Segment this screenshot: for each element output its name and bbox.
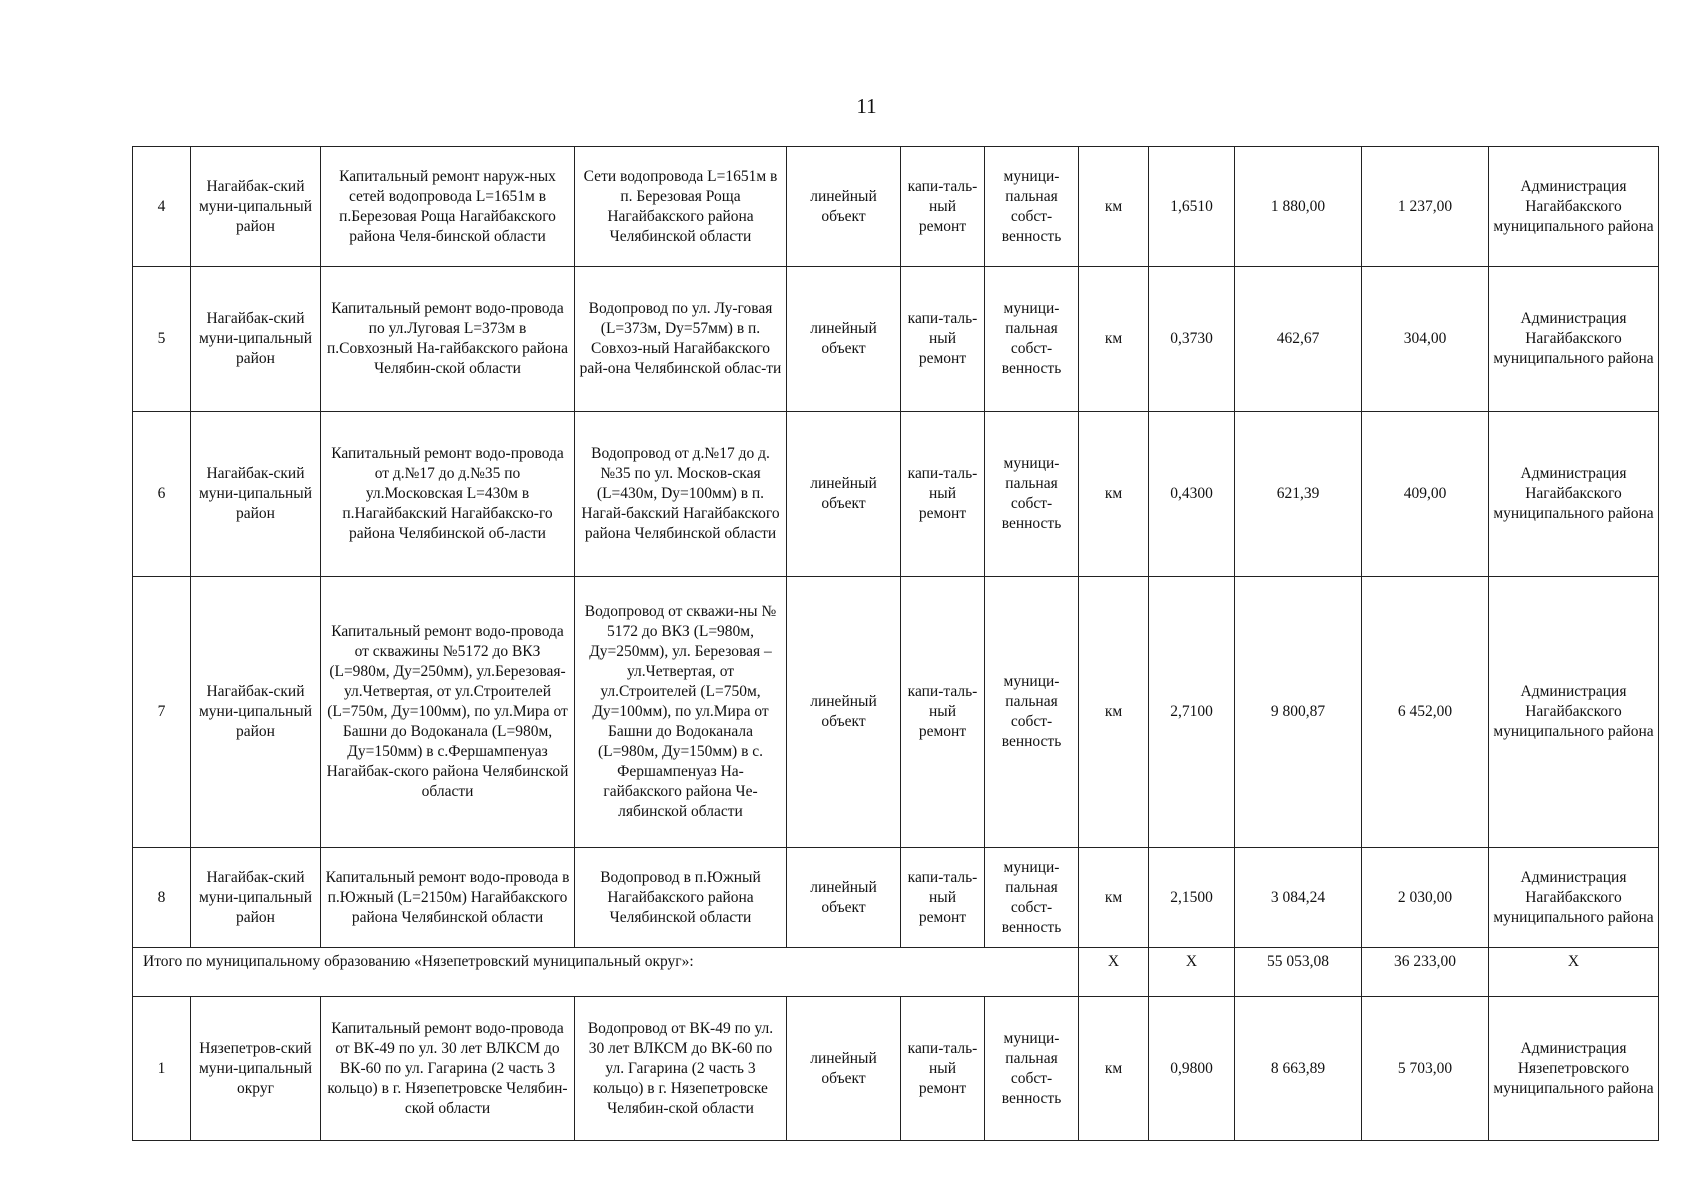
row-number: 5 — [133, 267, 191, 412]
cost-budget-cell: 6 452,00 — [1362, 577, 1489, 848]
cost-budget-cell: 2 030,00 — [1362, 848, 1489, 948]
customer-cell: Администрация Нагайбакского муниципального района — [1489, 412, 1659, 577]
unit-cell: км — [1079, 412, 1149, 577]
work-description-cell: Капитальный ремонт водо-провода в п.Южный (L=2150м) Нагайбакского района Челябинской области — [321, 848, 575, 948]
object-type-cell: линейный объект — [787, 147, 901, 267]
work-type-cell: капи-таль-ный ремонт — [901, 997, 985, 1141]
work-type-cell: капи-таль-ный ремонт — [901, 412, 985, 577]
table-row — [133, 577, 1659, 848]
work-type-cell: капи-таль-ный ремонт — [901, 848, 985, 948]
customer-cell: Администрация Нагайбакского муниципального района — [1489, 267, 1659, 412]
page-number: 11 — [856, 94, 877, 118]
municipality-cell: Нагайбак-ский муни-ципальный район — [191, 412, 321, 577]
object-type-cell: линейный объект — [787, 412, 901, 577]
customer-cell: Администрация Нагайбакского муниципального района — [1489, 147, 1659, 267]
length-cell: 0,3730 — [1149, 267, 1235, 412]
table-row — [133, 267, 1659, 412]
customer-cell: Администрация Нагайбакского муниципального района — [1489, 577, 1659, 848]
cost-total-cell: 1 880,00 — [1235, 147, 1362, 267]
object-type-cell: линейный объект — [787, 848, 901, 948]
table-row — [133, 147, 1659, 267]
cost-budget-cell: 5 703,00 — [1362, 997, 1489, 1141]
length-cell: 2,7100 — [1149, 577, 1235, 848]
length-cell: 1,6510 — [1149, 147, 1235, 267]
object-type-cell: линейный объект — [787, 267, 901, 412]
unit-cell: км — [1079, 848, 1149, 948]
total-cost-total-cell: 55 053,08 — [1235, 948, 1362, 997]
customer-cell: Администрация Нагайбакского муниципального района — [1489, 848, 1659, 948]
work-type-cell: капи-таль-ный ремонт — [901, 147, 985, 267]
row-number: 7 — [133, 577, 191, 848]
cost-budget-cell: 409,00 — [1362, 412, 1489, 577]
unit-cell: км — [1079, 147, 1149, 267]
cost-total-cell: 621,39 — [1235, 412, 1362, 577]
length-cell: 0,4300 — [1149, 412, 1235, 577]
municipality-cell: Нагайбак-ский муни-ципальный район — [191, 267, 321, 412]
cost-total-cell: 462,67 — [1235, 267, 1362, 412]
table-row — [133, 848, 1659, 948]
work-description-cell: Капитальный ремонт водо-провода от ВК-49 по ул. 30 лет ВЛКСМ до ВК-60 по ул. Гагарина (2 часть 3 кольцо) в г. Нязепетровске Челябин-ской области — [321, 997, 575, 1141]
cost-total-cell: 8 663,89 — [1235, 997, 1362, 1141]
ownership-cell: муници-пальная собст-венность — [985, 577, 1079, 848]
total-row — [133, 948, 1659, 997]
total-cost-budget-cell: 36 233,00 — [1362, 948, 1489, 997]
work-description-cell: Капитальный ремонт водо-провода от д.№17 до д.№35 по ул.Московская L=430м в п.Нагайбакский Нагайбакско-го района Челябинской об-ласти — [321, 412, 575, 577]
object-cell: Водопровод от ВК-49 по ул. 30 лет ВЛКСМ до ВК-60 по ул. Гагарина (2 часть 3 кольцо) в г. Нязепетровске Челябин-ской области — [575, 997, 787, 1141]
total-customer-cell: Х — [1489, 948, 1659, 997]
table-row — [133, 412, 1659, 577]
work-type-cell: капи-таль-ный ремонт — [901, 577, 985, 848]
ownership-cell: муници-пальная собст-венность — [985, 267, 1079, 412]
municipality-cell: Нагайбак-ский муни-ципальный район — [191, 147, 321, 267]
cost-total-cell: 3 084,24 — [1235, 848, 1362, 948]
row-number: 4 — [133, 147, 191, 267]
unit-cell: км — [1079, 997, 1149, 1141]
row-number: 8 — [133, 848, 191, 948]
object-cell: Водопровод в п.Южный Нагайбакского района Челябинской области — [575, 848, 787, 948]
work-description-cell: Капитальный ремонт наруж-ных сетей водопровода L=1651м в п.Березовая Роща Нагайбакского района Челя-бинской области — [321, 147, 575, 267]
row-number: 6 — [133, 412, 191, 577]
ownership-cell: муници-пальная собст-венность — [985, 147, 1079, 267]
unit-cell: км — [1079, 267, 1149, 412]
municipality-cell: Нязепетров-ский муни-ципальный округ — [191, 997, 321, 1141]
length-cell: 2,1500 — [1149, 848, 1235, 948]
object-type-cell: линейный объект — [787, 997, 901, 1141]
object-type-cell: линейный объект — [787, 577, 901, 848]
table-row — [133, 997, 1659, 1141]
municipality-cell: Нагайбак-ский муни-ципальный район — [191, 848, 321, 948]
work-type-cell: капи-таль-ный ремонт — [901, 267, 985, 412]
work-description-cell: Капитальный ремонт водо-провода по ул.Луговая L=373м в п.Совхозный На-гайбакского района Челябин-ской области — [321, 267, 575, 412]
total-length-cell: Х — [1149, 948, 1235, 997]
object-cell: Водопровод по ул. Лу-говая (L=373м, Dy=57мм) в п. Совхоз-ный Нагайбакского рай-она Челябинской облас-ти — [575, 267, 787, 412]
unit-cell: км — [1079, 577, 1149, 848]
object-cell: Сети водопровода L=1651м в п. Березовая Роща Нагайбакского района Челябинской области — [575, 147, 787, 267]
works-table — [132, 146, 1659, 1141]
cost-total-cell: 9 800,87 — [1235, 577, 1362, 848]
total-unit-cell: Х — [1079, 948, 1149, 997]
cost-budget-cell: 1 237,00 — [1362, 147, 1489, 267]
row-number: 1 — [133, 997, 191, 1141]
total-label: Итого по муниципальному образованию «Нязепетровский муниципальный округ»: — [133, 948, 1079, 997]
municipality-cell: Нагайбак-ский муни-ципальный район — [191, 577, 321, 848]
ownership-cell: муници-пальная собст-венность — [985, 412, 1079, 577]
object-cell: Водопровод от д.№17 до д.№35 по ул. Москов-ская (L=430м, Dy=100мм) в п. Нагай-бакский Нагайбакского района Челябинской области — [575, 412, 787, 577]
length-cell: 0,9800 — [1149, 997, 1235, 1141]
work-description-cell: Капитальный ремонт водо-провода от скважины №5172 до ВКЗ (L=980м, Ду=250мм), ул.Березовая-ул.Четвертая, от ул.Строителей (L=750м, Ду=100мм), по ул.Мира от Башни до Водоканала (L=980м, Ду=150мм) в с.Фершампенуаз Нагайбак-ского района Челябинской области — [321, 577, 575, 848]
ownership-cell: муници-пальная собст-венность — [985, 997, 1079, 1141]
ownership-cell: муници-пальная собст-венность — [985, 848, 1079, 948]
customer-cell: Администрация Нязепетровского муниципального района — [1489, 997, 1659, 1141]
object-cell: Водопровод от скважи-ны № 5172 до ВКЗ (L=980м, Ду=250мм), ул. Березовая – ул.Четвертая, от ул.Строителей (L=750м, Ду=100мм), по ул.Мира от Башни до Водоканала (L=980м, Ду=150мм) в с. Фершампенуаз На-гайбакского района Че-лябинской области — [575, 577, 787, 848]
cost-budget-cell: 304,00 — [1362, 267, 1489, 412]
